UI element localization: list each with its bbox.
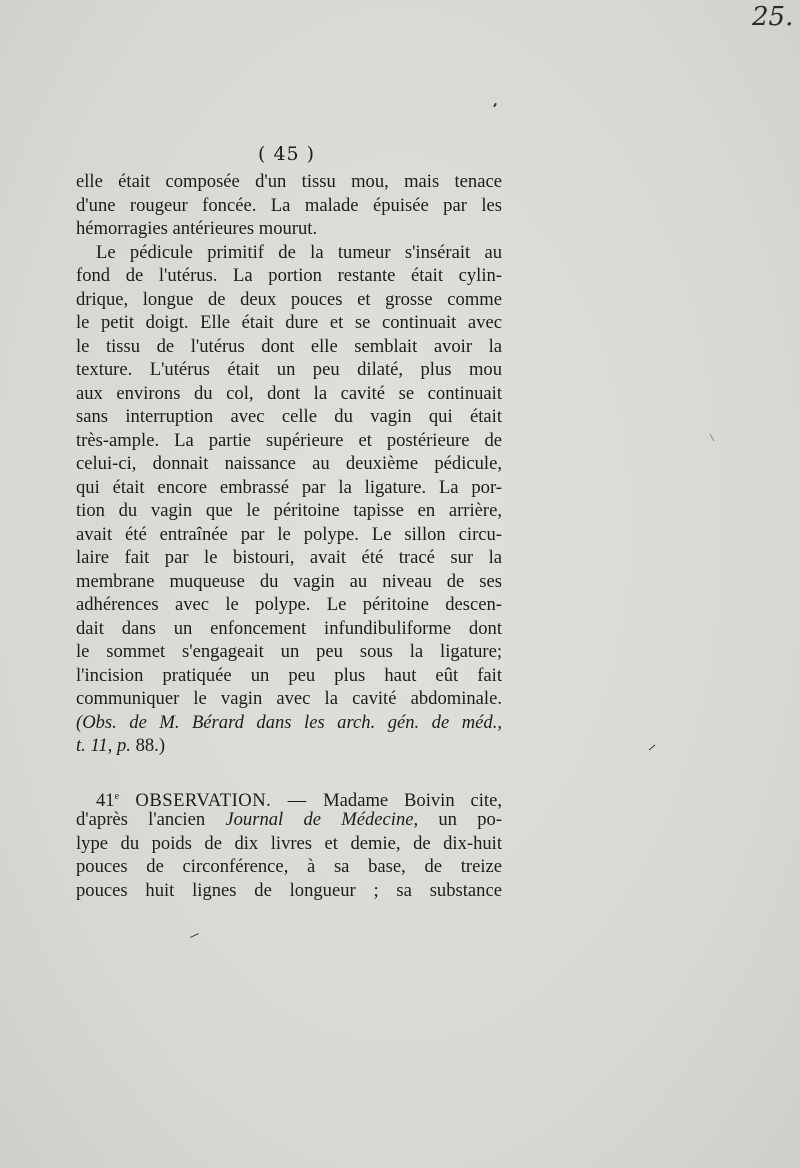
text-line: fond de l'utérus. La portion restante était cylin- bbox=[76, 265, 502, 286]
text-line: dait dans un enfoncement infundibuliforme dont bbox=[76, 617, 502, 639]
text-line: adhérences avec le polype. Le péritoine descen- bbox=[76, 594, 502, 615]
observation-number: 41 bbox=[96, 789, 115, 811]
text-line: hémorragies antérieures mourut. bbox=[76, 218, 318, 239]
text-line: très-ample. La partie supérieure et postérieure de bbox=[76, 429, 502, 451]
text-line: laire fait par le bistouri, avait été tracé sur la bbox=[76, 547, 502, 568]
text-line: le sommet s'engageait un peu sous la ligature; bbox=[76, 641, 502, 662]
text-line: aux environs du col, dont la cavité se continuait bbox=[76, 382, 502, 404]
paper-mark bbox=[493, 103, 497, 107]
text-line: le petit doigt. Elle était dure et se continuait avec bbox=[76, 312, 502, 333]
text-line: pouces huit lignes de longueur ; sa substance bbox=[76, 879, 502, 901]
citation-line: (Obs. de M. Bérard dans les arch. gén. de méd., bbox=[76, 711, 502, 733]
text-line: Le pédicule primitif de la tumeur s'insérait au bbox=[96, 241, 502, 263]
paper-mark bbox=[649, 745, 656, 751]
text-fragment: d'après l'ancien bbox=[76, 809, 226, 830]
text-line: l'incision pratiquée un peu plus haut eût fait bbox=[76, 664, 502, 686]
section-gap bbox=[76, 758, 502, 785]
text-line: avait été entraînée par le polype. Le sillon circu- bbox=[76, 523, 502, 545]
text-line: qui était encore embrassé par la ligature. La por- bbox=[76, 476, 502, 498]
citation-line bbox=[76, 734, 502, 758]
observation-label: OBSERVATION. — bbox=[119, 789, 324, 811]
paper-mark bbox=[190, 933, 199, 938]
text-line: d'une rougeur foncée. La malade épuisée par les bbox=[76, 194, 502, 216]
text-fragment: , un po- bbox=[413, 809, 502, 830]
text-line: le tissu de l'utérus dont elle semblait avoir la bbox=[76, 335, 502, 357]
text-line: drique, longue de deux pouces et grosse comme bbox=[76, 288, 502, 310]
text-line: pouces de circonférence, à sa base, de treize bbox=[76, 856, 502, 877]
journal-title: Journal de Médecine bbox=[225, 809, 414, 830]
citation-page: 88.) bbox=[130, 735, 166, 756]
text-line: texture. L'utérus était un peu dilaté, plus mou bbox=[76, 359, 502, 380]
text-line: communiquer le vagin avec la cavité abdominale. bbox=[76, 688, 502, 709]
text-line: tion du vagin que le péritoine tapisse en arrière, bbox=[76, 500, 502, 521]
observation-41 bbox=[76, 785, 502, 903]
text-line: lype du poids de dix livres et demie, de dix-huit bbox=[76, 832, 502, 854]
text-line bbox=[76, 808, 502, 832]
observation-superscript: e bbox=[114, 790, 120, 802]
handwritten-folio-number: 25. bbox=[752, 2, 794, 32]
text-line: elle était composée d'un tissu mou, mais tenace bbox=[76, 171, 502, 192]
citation-volume: t. 11, p. bbox=[76, 735, 131, 756]
text-line: sans interruption avec celle du vagin qui était bbox=[76, 406, 502, 427]
text-line: celui-ci, donnait naissance au deuxième pédicule, bbox=[76, 453, 502, 474]
page-number: ( 45 ) bbox=[258, 143, 316, 165]
observation-heading-line bbox=[76, 785, 502, 809]
text-line: membrane muqueuse du vagin au niveau de ses bbox=[76, 570, 502, 592]
body-text bbox=[76, 170, 502, 902]
paragraph-2 bbox=[76, 241, 502, 758]
paper-mark bbox=[710, 434, 715, 441]
text-fragment: Madame Boivin cite, bbox=[323, 789, 502, 811]
paragraph-1 bbox=[76, 170, 502, 241]
